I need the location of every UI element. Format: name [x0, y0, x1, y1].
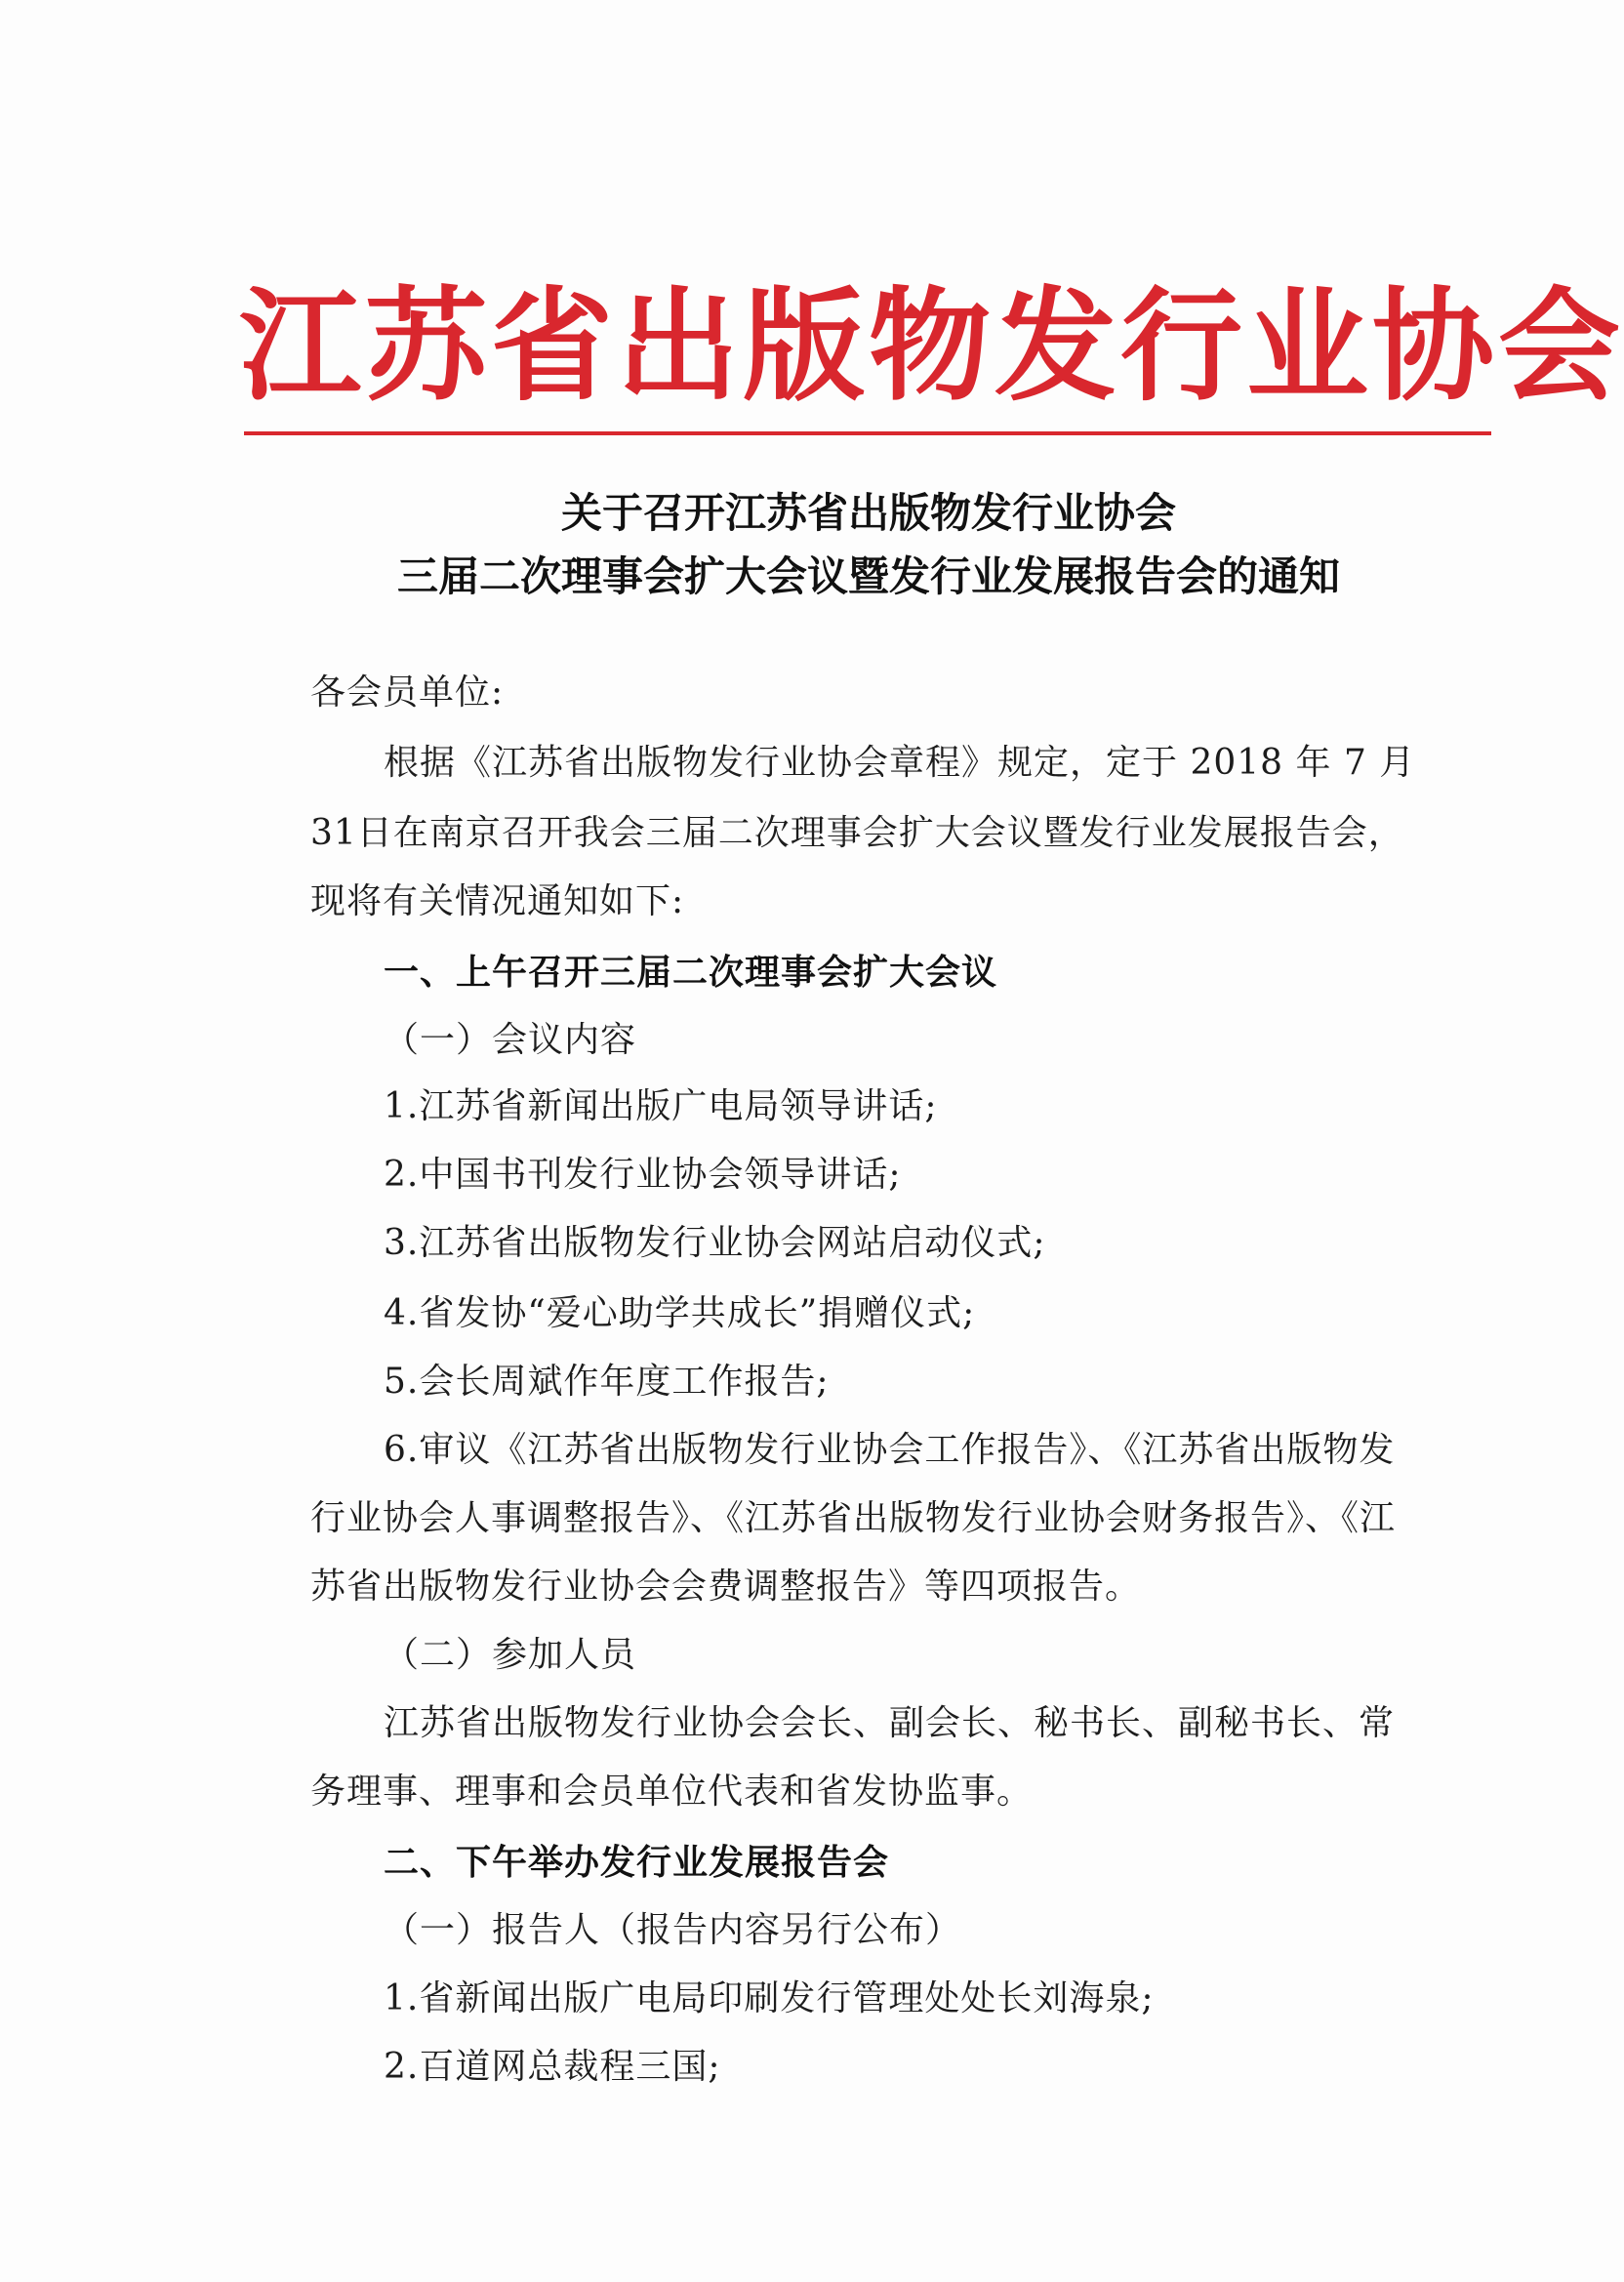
list-item: 1.省新闻出版广电局印刷发行管理处处长刘海泉;	[384, 1978, 1155, 2018]
list-item: 4.省发协“爱心助学共成长”捐赠仪式;	[384, 1293, 976, 1333]
section-2-sub-1-heading: （一）报告人（报告内容另行公布）	[384, 1910, 962, 1950]
document-title-line-1: 关于召开江苏省出版物发行业协会	[560, 489, 1176, 537]
intro-line-3: 现将有关情况通知如下:	[310, 881, 685, 921]
attendees-line-2: 务理事、理事和会员单位代表和省发协监事。	[310, 1772, 1034, 1812]
list-item-6-line-3: 苏省出版物发行业协会会费调整报告》等四项报告。	[310, 1567, 1142, 1607]
list-item: 2.百道网总裁程三国;	[384, 2047, 721, 2087]
intro-line-1: 根据《江苏省出版物发行业协会章程》规定，定于 2018 年 7 月	[384, 743, 1416, 783]
list-item-6-line-1: 6.审议《江苏省出版物发行业协会工作报告》、《江苏省出版物发	[384, 1430, 1396, 1470]
list-item: 3.江苏省出版物发行业协会网站启动仪式;	[384, 1223, 1046, 1263]
list-item: 2.中国书刊发行业协会领导讲话;	[384, 1155, 902, 1195]
section-1-sub-2-heading: （二）参加人员	[384, 1635, 637, 1675]
list-item: 1.江苏省新闻出版广电局领导讲话;	[384, 1086, 938, 1126]
section-1-heading: 一、上午召开三届二次理事会扩大会议	[384, 952, 998, 993]
intro-line-2: 31日在南京召开我会三届二次理事会扩大会议暨发行业发展报告会，	[310, 813, 1404, 853]
salutation: 各会员单位:	[310, 672, 505, 713]
letterhead-org-name: 江苏省出版物发行业协会	[239, 275, 1624, 418]
attendees-line-1: 江苏省出版物发行业协会会长、副会长、秘书长、副秘书长、常	[384, 1703, 1396, 1743]
section-1-sub-1-heading: （一）会议内容	[384, 1020, 637, 1060]
document-title-line-2: 三届二次理事会扩大会议暨发行业发展报告会的通知	[396, 552, 1340, 600]
list-item: 5.会长周斌作年度工作报告;	[384, 1362, 830, 1402]
section-2-heading: 二、下午举办发行业发展报告会	[384, 1842, 890, 1883]
list-item-6-line-2: 行业协会人事调整报告》、《江苏省出版物发行业协会财务报告》、《江	[310, 1498, 1397, 1538]
letterhead-divider	[244, 431, 1491, 435]
